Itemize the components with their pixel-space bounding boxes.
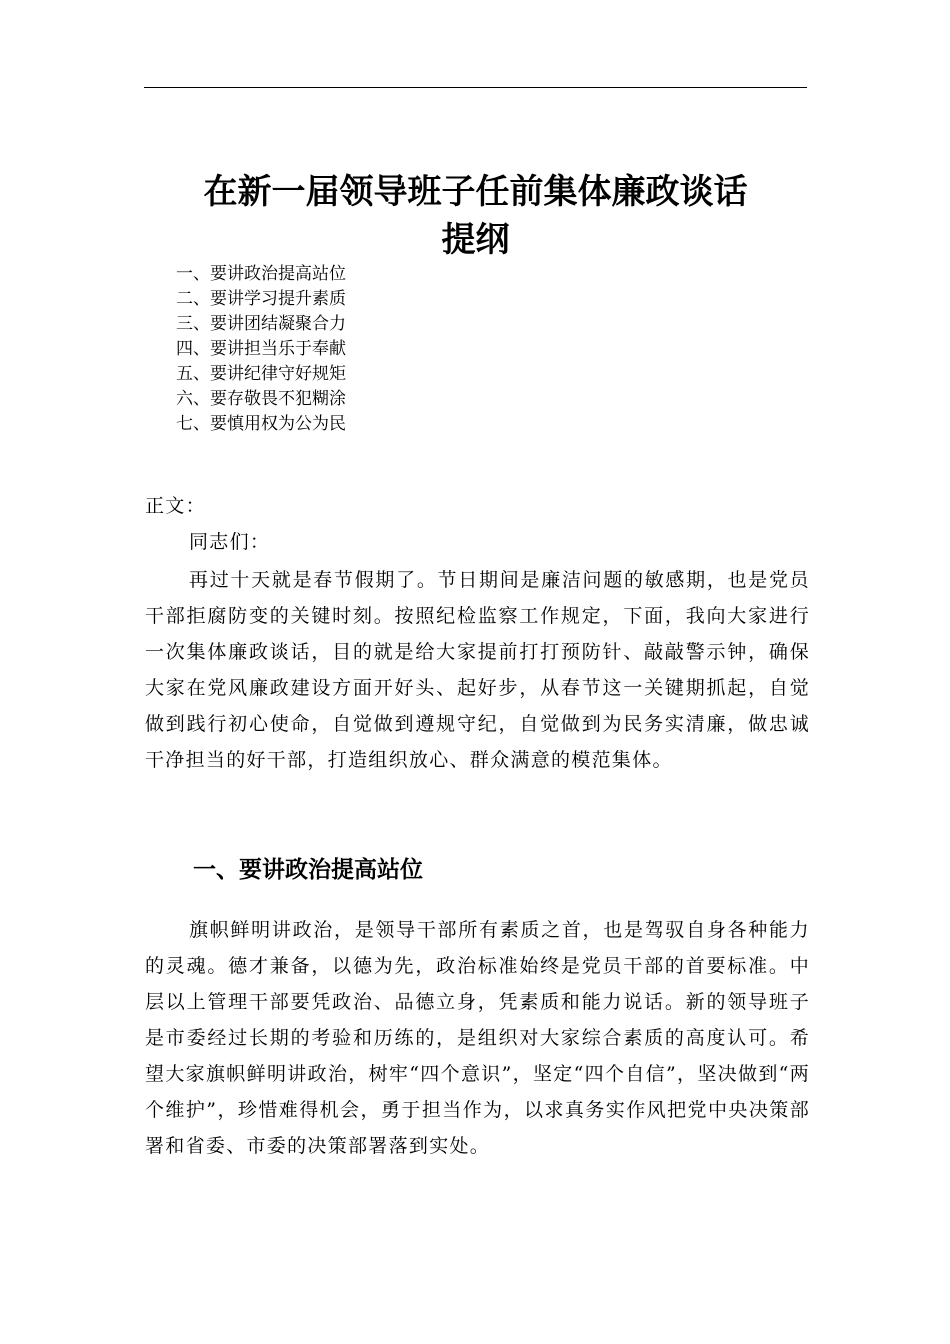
outline-item: 一、要讲政治提高站位	[176, 264, 346, 284]
outline-item: 五、要讲纪律守好规矩	[176, 364, 346, 384]
outline-item: 三、要讲团结凝聚合力	[176, 314, 346, 334]
intro-paragraph: 再过十天就是春节假期了。节日期间是廉洁问题的敏感期，也是党员干部拒腐防变的关键时刻。按照纪检监察工作规定，下面，我向大家进行一次集体廉政谈话，目的就是给大家提前打打预防针、敲敲警示钟，确保大家在党风廉政建设方面开好头、起好步，从春节这一关键期抓起，自觉做到践行初心使命，自觉做到遵规守纪，自觉做到为民务实清廉，做忠诚干净担当的好干部，打造组织放心、群众满意的模范集体。	[145, 569, 810, 771]
section-paragraph: 旗帜鲜明讲政治，是领导干部所有素质之首，也是驾驭自身各种能力的灵魂。德才兼备，以德为先，政治标准始终是党员干部的首要标准。中层以上管理干部要凭政治、品德立身，凭素质和能力说话。新的领导班子是市委经过长期的考验和历练的，是组织对大家综合素质的高度认可。希望大家旗帜鲜明讲政治，树牢“四个意识”，坚定“四个自信”，坚决做到“两个维护”，珍惜难得机会，勇于担当作为，以求真务实作风把党中央决策部署和省委、市委的决策部署落到实处。	[145, 919, 810, 1157]
outline-list	[176, 262, 346, 437]
outline-item: 二、要讲学习提升素质	[176, 289, 346, 309]
section-heading: 一、要讲政治提高站位	[193, 857, 423, 883]
header-rule	[144, 87, 807, 88]
outline-item: 七、要慎用权为公为民	[176, 414, 346, 434]
document-title-line2: 提纲	[441, 220, 510, 260]
outline-item: 四、要讲担当乐于奉献	[176, 339, 346, 359]
salutation: 同志们：	[189, 531, 271, 553]
document-title-line1: 在新一届领导班子任前集体廉政谈话	[203, 172, 748, 212]
document-title	[144, 168, 807, 264]
body-label: 正文：	[145, 495, 206, 517]
outline-item: 六、要存敬畏不犯糊涂	[176, 389, 346, 409]
